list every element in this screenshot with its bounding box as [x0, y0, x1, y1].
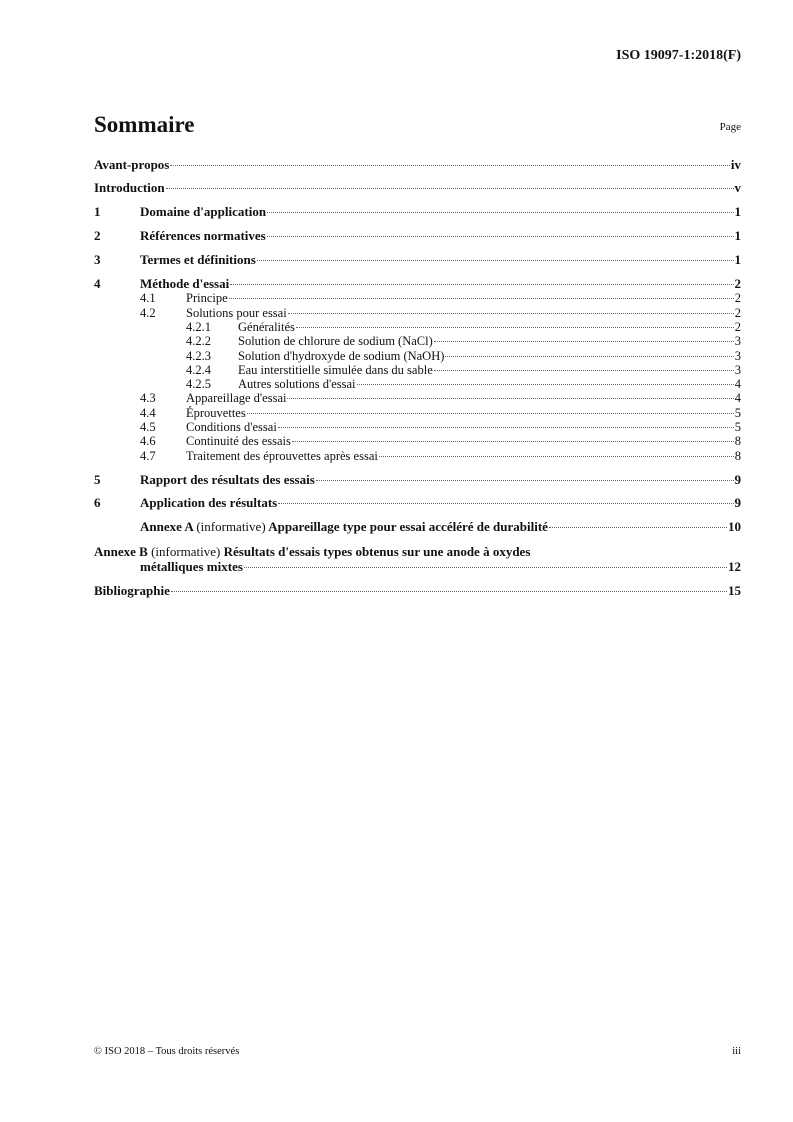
- toc-entry[interactable]: [94, 205, 741, 219]
- toc-page-number: 2: [734, 319, 741, 334]
- toc-page-number: 2: [734, 276, 741, 292]
- toc-entry[interactable]: [94, 473, 741, 487]
- toc-section-number: 4: [94, 276, 101, 292]
- leader-dots: [267, 236, 734, 237]
- toc-page-number: v: [734, 180, 741, 196]
- toc-entry-title: Autres solutions d'essai: [238, 377, 356, 392]
- toc-entry[interactable]: [94, 391, 741, 405]
- toc-entry[interactable]: [94, 449, 741, 463]
- toc-page-number: 2: [734, 305, 741, 320]
- toc-page-number: iv: [730, 156, 741, 172]
- toc-page-number: 5: [734, 405, 741, 420]
- toc-entry-title: Solutions pour essai: [186, 305, 287, 320]
- toc-page-number: 9: [734, 471, 741, 487]
- toc-entry[interactable]: [94, 306, 741, 320]
- leader-dots: [316, 480, 734, 481]
- toc-page-number: 8: [734, 448, 741, 463]
- annex-label: Annexe A: [140, 519, 194, 535]
- toc-entry-title: Application des résultats: [140, 495, 278, 511]
- toc-section-number: 4.2.1: [186, 319, 211, 334]
- toc-entry-title: Introduction: [94, 180, 165, 196]
- toc-entry[interactable]: [94, 291, 741, 305]
- toc-entry[interactable]: [94, 434, 741, 448]
- toc-page-number: 3: [734, 362, 741, 377]
- toc-page-number: 12: [728, 558, 741, 574]
- toc-entry-title: Avant-propos: [94, 156, 170, 172]
- leader-dots: [292, 441, 734, 442]
- leader-dots: [445, 356, 733, 357]
- toc-entry-title: Conditions d'essai: [186, 420, 277, 435]
- leader-dots: [296, 327, 734, 328]
- leader-dots: [278, 427, 734, 428]
- toc-page-number: 2: [734, 291, 741, 306]
- toc-entry-title: Éprouvettes: [186, 405, 246, 420]
- toc-section-number: 5: [94, 471, 101, 487]
- toc-entry[interactable]: [94, 229, 741, 243]
- annex-line: [94, 520, 741, 534]
- toc-annex-entry[interactable]: [94, 544, 741, 574]
- footer-page-number: iii: [732, 1046, 741, 1057]
- annex-label: Annexe B: [94, 544, 148, 560]
- toc-page-number: 1: [734, 204, 741, 220]
- leader-dots: [278, 503, 733, 504]
- toc-page-number: 3: [734, 334, 741, 349]
- toc-section-number: 1: [94, 204, 101, 220]
- toc-page-number: 3: [734, 348, 741, 363]
- toc-section-number: 4.2.2: [186, 334, 211, 349]
- leader-dots: [166, 188, 734, 189]
- toc-section-number: 4.6: [140, 434, 156, 449]
- toc-entry[interactable]: [94, 349, 741, 363]
- toc-section-number: 4.2.4: [186, 362, 211, 377]
- table-of-contents: [94, 148, 741, 598]
- toc-entry[interactable]: [94, 334, 741, 348]
- toc-entry[interactable]: [94, 363, 741, 377]
- toc-entry-title: Continuité des essais: [186, 434, 291, 449]
- leader-dots: [434, 370, 734, 371]
- toc-entry-title: Références normatives: [140, 228, 266, 244]
- toc-page-number: 15: [728, 582, 741, 598]
- toc-annex-entry[interactable]: [94, 520, 741, 534]
- annex-heading: [140, 520, 548, 534]
- leader-dots: [379, 456, 734, 457]
- toc-entry-title: Traitement des éprouvettes après essai: [186, 448, 378, 463]
- toc-entry-title: Méthode d'essai: [140, 276, 230, 292]
- annex-title-continued: métalliques mixtes: [140, 558, 243, 574]
- toc-entry-title: Principe: [186, 291, 228, 306]
- toc-entry-title: Domaine d'application: [140, 204, 267, 220]
- footer-copyright: © ISO 2018 – Tous droits réservés: [94, 1046, 240, 1057]
- toc-page-number: 1: [734, 228, 741, 244]
- toc-entry-bibliography[interactable]: [94, 584, 741, 598]
- leader-dots: [170, 165, 730, 166]
- toc-entry-title: Bibliographie: [94, 582, 170, 598]
- toc-entry-title: Solution d'hydroxyde de sodium (NaOH): [238, 348, 445, 363]
- page-title: Sommaire: [94, 112, 195, 137]
- toc-page-number: 1: [734, 252, 741, 268]
- annex-kind: (informative): [196, 519, 266, 535]
- leader-dots: [357, 384, 734, 385]
- leader-dots: [267, 212, 733, 213]
- toc-entry[interactable]: [94, 320, 741, 334]
- toc-page-number: 5: [734, 420, 741, 435]
- annex-title: Résultats d'essais types obtenus sur une anode à oxydes: [223, 544, 531, 560]
- leader-dots: [549, 527, 727, 528]
- leader-dots: [257, 260, 734, 261]
- leader-dots: [288, 313, 734, 314]
- toc-section-number: 4.3: [140, 391, 156, 406]
- leader-dots: [230, 284, 733, 285]
- toc-entry[interactable]: [94, 181, 741, 195]
- toc-entry-title: Solution de chlorure de sodium (NaCl): [238, 334, 433, 349]
- leader-dots: [229, 298, 734, 299]
- toc-section-number: 4.7: [140, 448, 156, 463]
- toc-section-number: 4.2: [140, 305, 156, 320]
- toc-entry[interactable]: [94, 253, 741, 267]
- toc-entry-title: Eau interstitielle simulée dans du sable: [238, 362, 433, 377]
- toc-section-number: 3: [94, 252, 101, 268]
- toc-page-number: 8: [734, 434, 741, 449]
- annex-first-line: [94, 544, 741, 560]
- toc-page-number: 4: [734, 377, 741, 392]
- leader-dots: [171, 591, 727, 592]
- toc-entry[interactable]: [94, 277, 741, 291]
- toc-entry[interactable]: [94, 420, 741, 434]
- document-id: ISO 19097-1:2018(F): [616, 48, 741, 63]
- toc-page-number: 4: [734, 391, 741, 406]
- toc-section-number: 4.1: [140, 291, 156, 306]
- toc-page-number: 9: [734, 495, 741, 511]
- toc-section-number: 4.2.3: [186, 348, 211, 363]
- page-column-label: Page: [719, 121, 741, 133]
- toc-entry-title: Termes et définitions: [140, 252, 256, 268]
- toc-section-number: 4.5: [140, 420, 156, 435]
- toc-entry[interactable]: [94, 158, 741, 172]
- leader-dots: [244, 567, 727, 568]
- annex-title: Appareillage type pour essai accéléré de durabilité: [268, 519, 548, 535]
- toc-section-number: 4.2.5: [186, 377, 211, 392]
- annex-second-line: [94, 560, 741, 574]
- toc-section-number: 4.4: [140, 405, 156, 420]
- annex-kind: (informative): [151, 544, 221, 560]
- toc-entry-title: Appareillage d'essai: [186, 391, 287, 406]
- toc-section-number: 6: [94, 495, 101, 511]
- toc-section-number: 2: [94, 228, 101, 244]
- toc-page-number: 10: [728, 519, 741, 535]
- leader-dots: [287, 398, 733, 399]
- toc-entry[interactable]: [94, 496, 741, 510]
- toc-entry[interactable]: [94, 377, 741, 391]
- toc-entry-title: Rapport des résultats des essais: [140, 471, 315, 487]
- toc-entry-title: Généralités: [238, 319, 295, 334]
- toc-entry[interactable]: [94, 406, 741, 420]
- leader-dots: [247, 413, 734, 414]
- leader-dots: [434, 341, 734, 342]
